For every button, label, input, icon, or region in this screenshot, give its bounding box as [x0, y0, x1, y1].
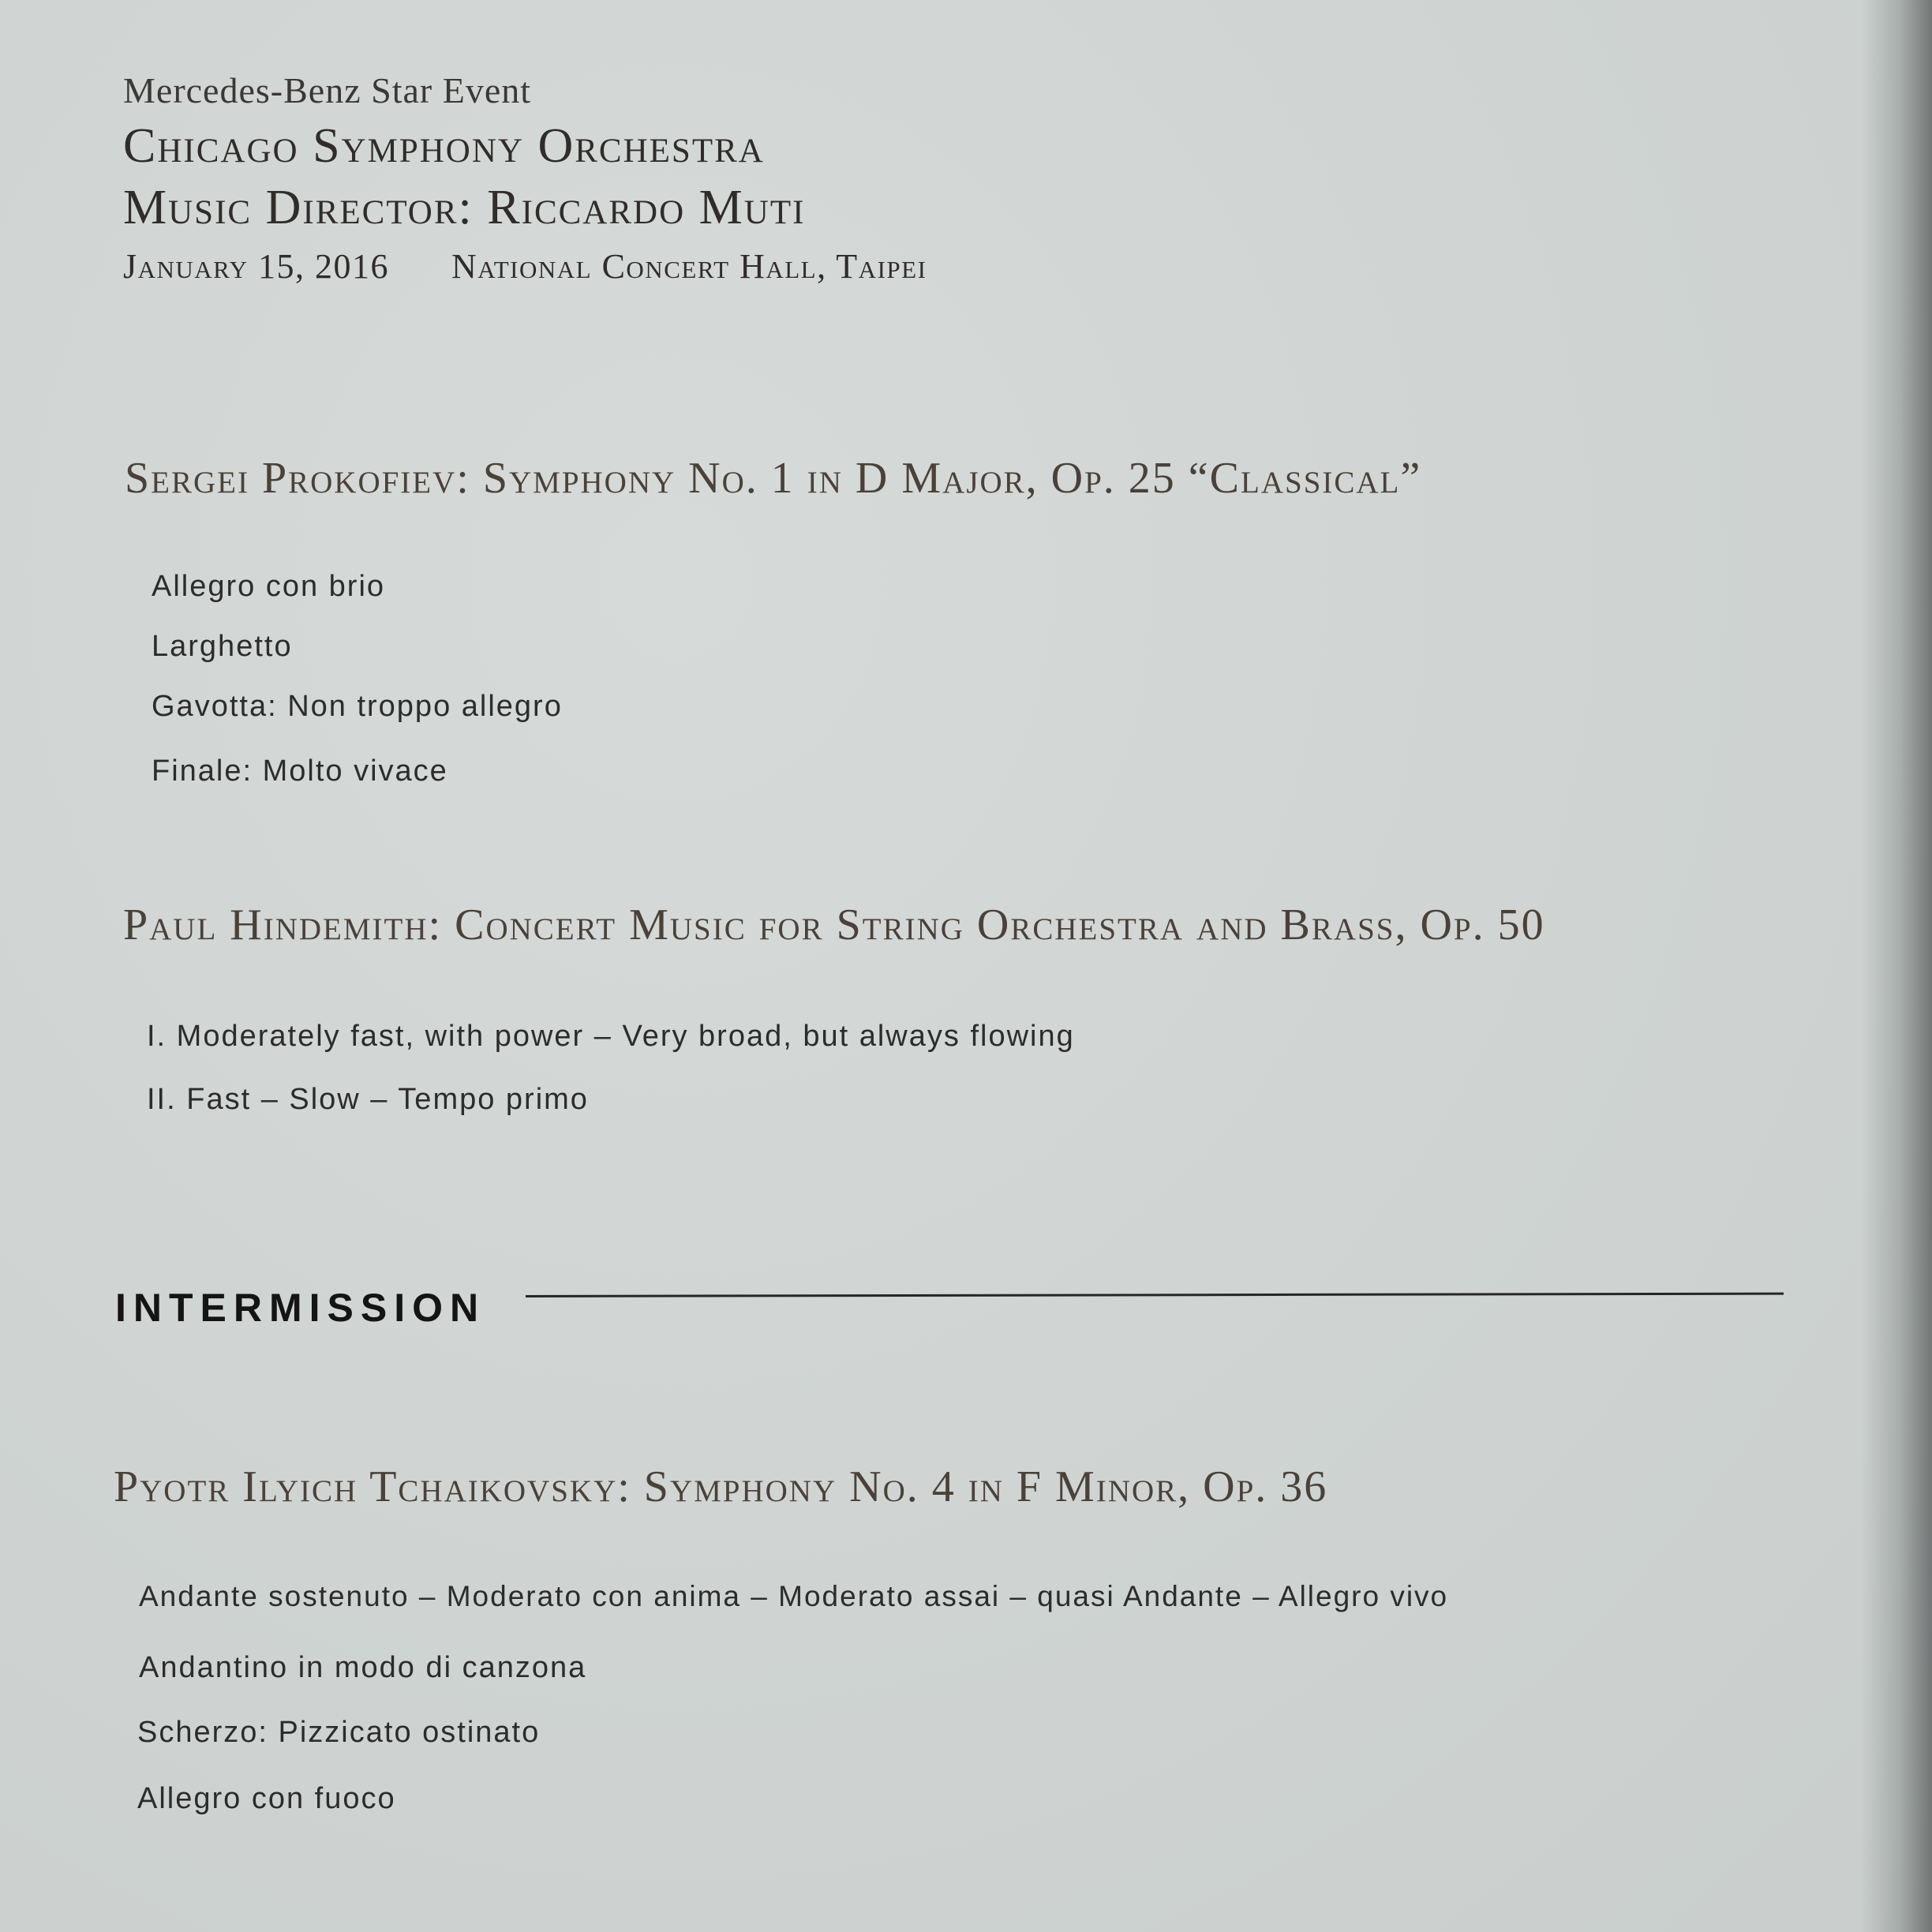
movement-item: II. Fast – Slow – Tempo primo	[147, 1083, 589, 1116]
concert-date: January 15, 2016	[123, 247, 390, 286]
movement-item: Allegro con brio	[152, 570, 386, 603]
work-title-prokofiev: Sergei Prokofiev: Symphony No. 1 in D Major, Op. 25 “Classical”	[125, 454, 1422, 503]
movement-item: Larghetto	[152, 630, 293, 663]
event-name: Mercedes-Benz Star Event	[123, 70, 532, 110]
movement-item: Allegro con fuoco	[137, 1782, 396, 1815]
page-edge-shadow	[1861, 0, 1932, 1932]
music-director: Music Director: Riccardo Muti	[123, 181, 806, 234]
movement-item: Andante sostenuto – Moderato con anima – Moderato assai – quasi Andante – Allegro vivo	[139, 1580, 1449, 1612]
orchestra-name: Chicago Symphony Orchestra	[123, 119, 765, 173]
movement-item: Finale: Molto vivace	[152, 754, 448, 788]
movement-item: Andantino in modo di canzona	[139, 1651, 587, 1684]
concert-venue: National Concert Hall, Taipei	[451, 247, 927, 286]
intermission-label: INTERMISSION	[115, 1286, 486, 1330]
intermission-divider	[526, 1293, 1784, 1297]
movement-item: Gavotta: Non troppo allegro	[152, 690, 563, 723]
movement-item: I. Moderately fast, with power – Very broad, but always flowing	[147, 1020, 1075, 1053]
movement-item: Scherzo: Pizzicato ostinato	[137, 1716, 541, 1749]
work-title-hindemith: Paul Hindemith: Concert Music for String Orchestra and Brass, Op. 50	[123, 900, 1545, 949]
work-title-tchaikovsky: Pyotr Ilyich Tchaikovsky: Symphony No. 4 in F Minor, Op. 36	[114, 1462, 1328, 1511]
